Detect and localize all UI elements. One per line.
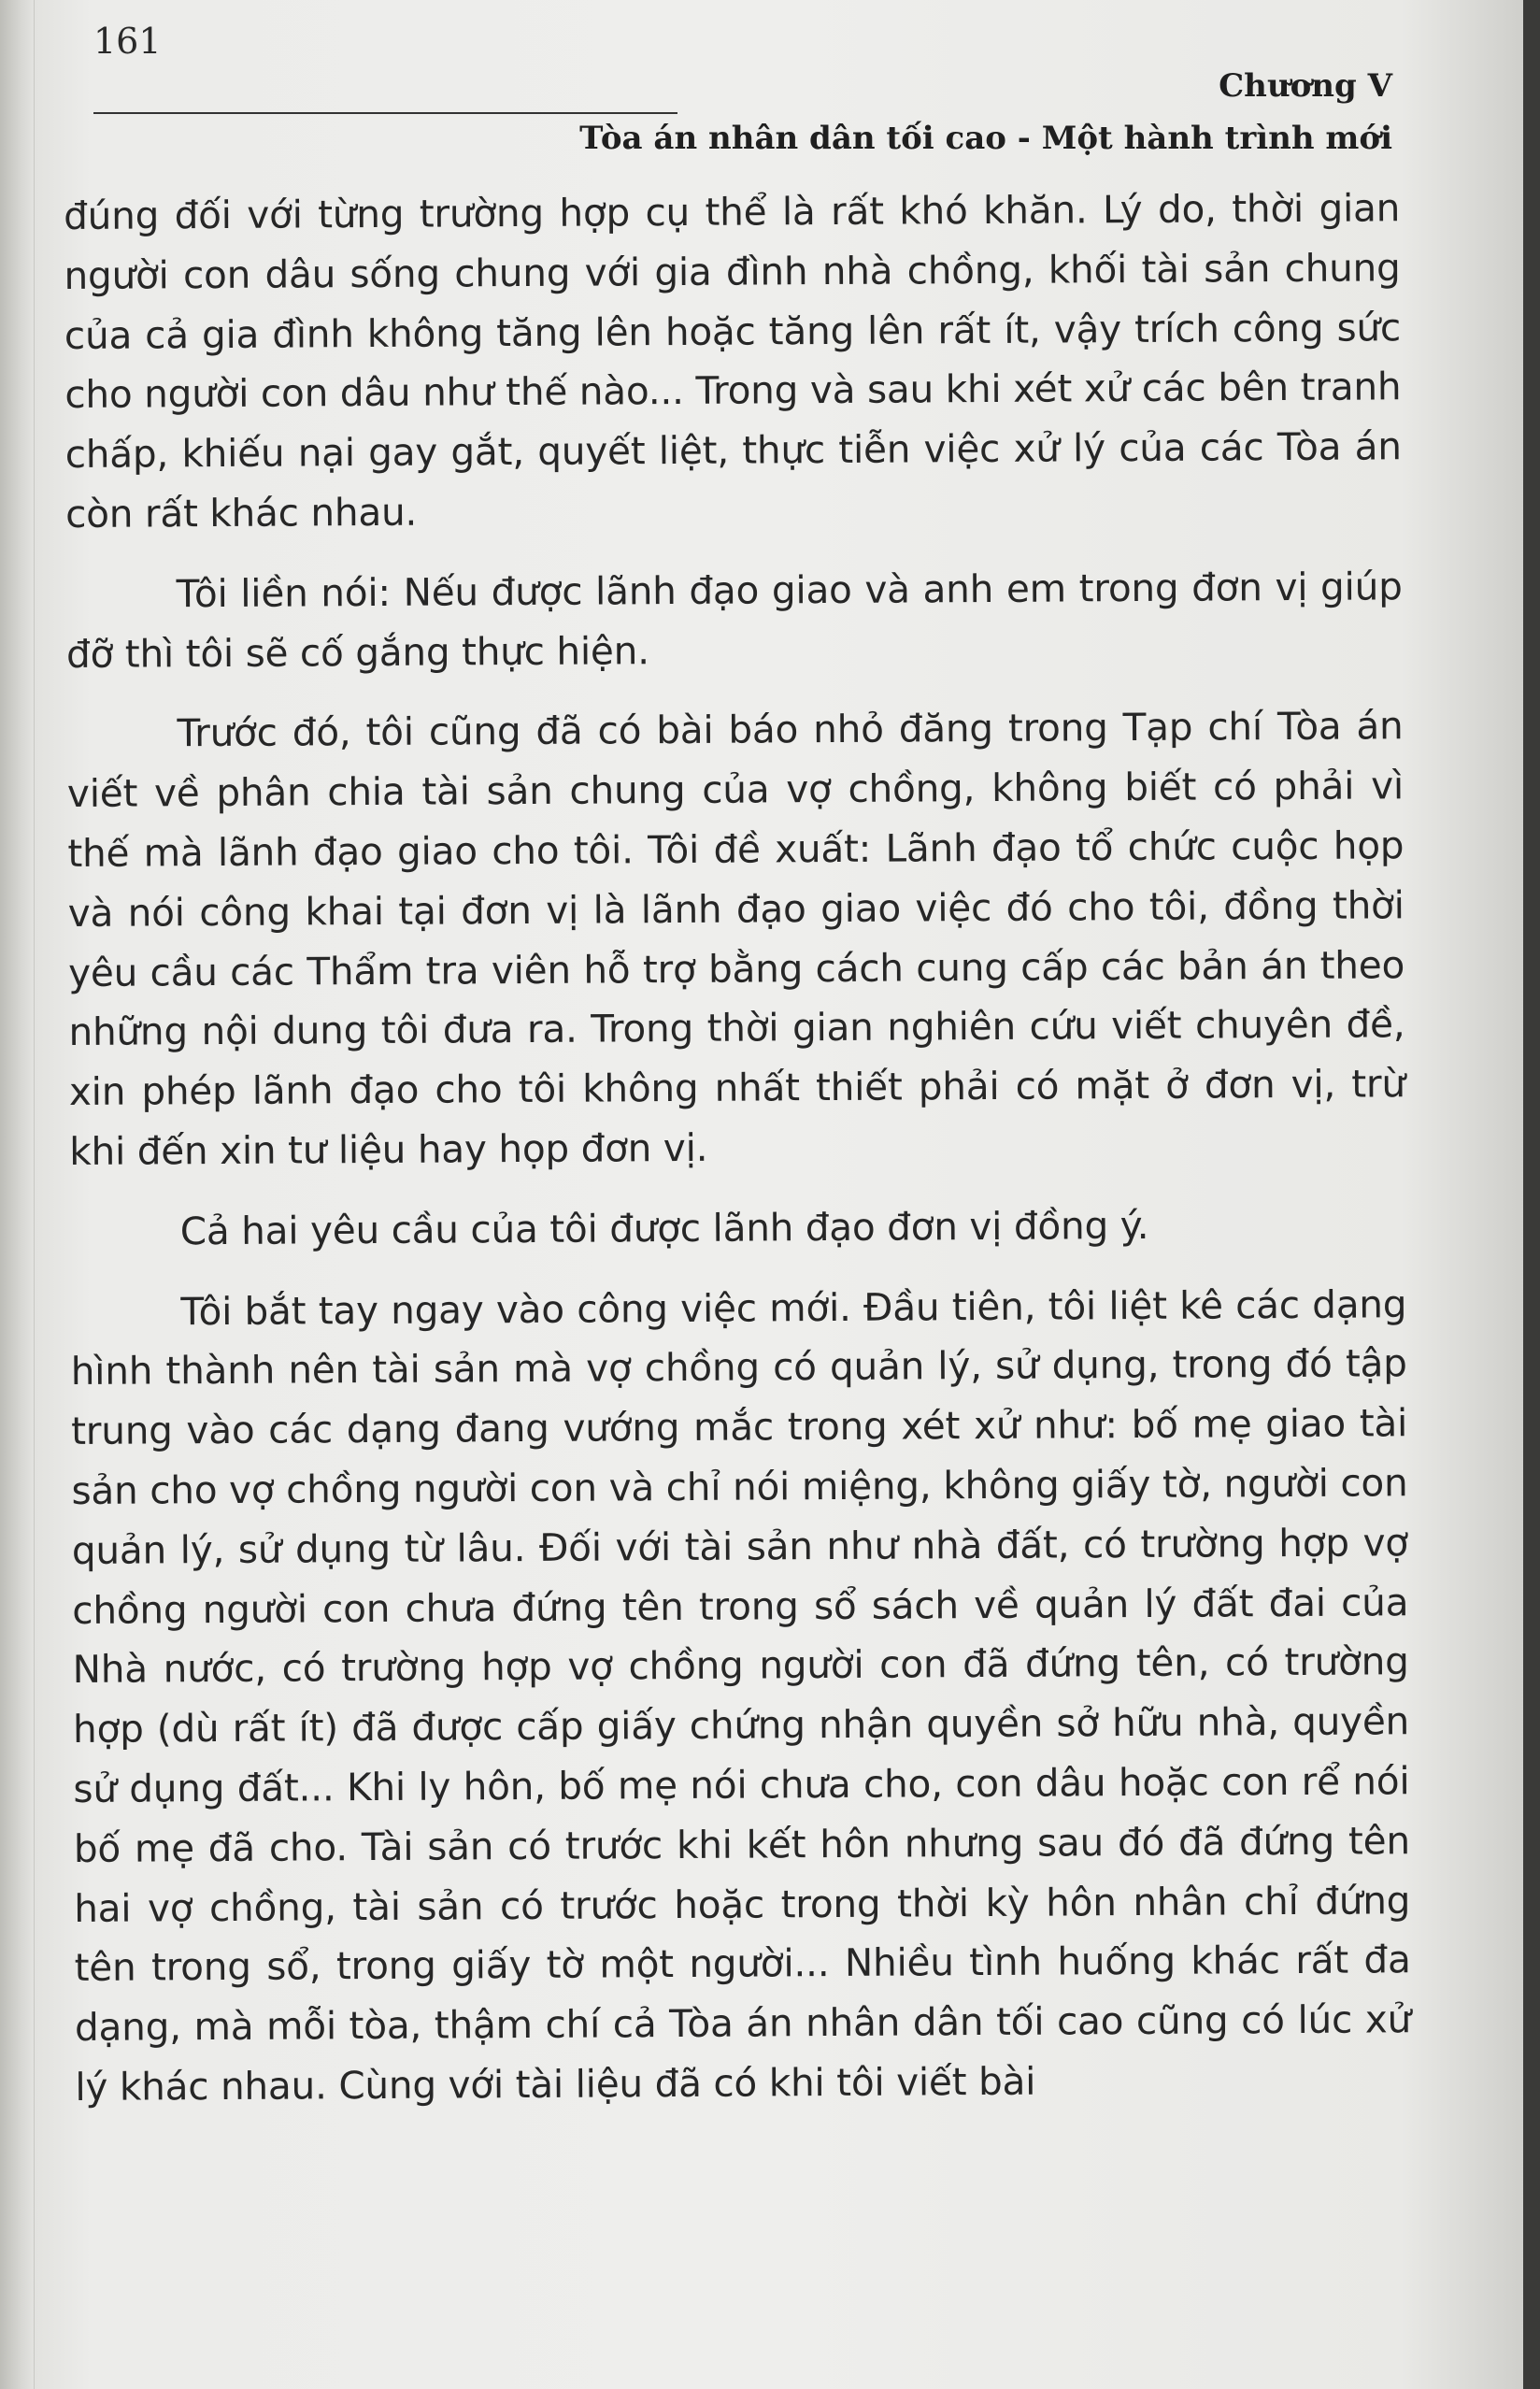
paragraph-4: Cả hai yêu cầu của tôi được lãnh đạo đơn vị đồng ý. xyxy=(179,1202,1149,1254)
paragraph-5: Tôi bắt tay ngay vào công việc mới. Đầu tiên, tôi liệt kê các dạng hình thành nên tài sản mà vợ chồng có quản lý, sử dụng, trong đó tập trung vào các dạng đang vướng mắc trong xét xử như: bố mẹ giao tài sản cho vợ chồng người con và chỉ nói miệng, không giấy tờ, người con quản lý, sử dụng từ lâu. Đối với tài sản như nhà đất, có trường hợp vợ chồng người con chưa đứng tên trong sổ sách về quản lý đất đai của Nhà nước, có trường hợp vợ chồng người con đã đứng tên, có trường hợp (dù rất ít) đã được cấp giấy chứng nhận quyền sở hữu nhà, quyền sử dụng đất... Khi ly hôn, bố mẹ nói chưa cho, con dâu hoặc con rể nói bố mẹ đã cho. Tài sản có trước khi kết hôn nhưng sau đó đã đứng tên hai vợ chồng, tài sản có trước hoặc trong thời kỳ hôn nhân chỉ đứng tên trong sổ, trong giấy tờ một người... Nhiều tình huống khác rất đa dạng, mà mỗi tòa, thậm chí cả Tòa án nhân dân tối cao cũng có lúc xử lý khác nhau. Cùng với tài liệu đã có khi tôi viết bài xyxy=(70,1280,1412,2110)
page-number: 161 xyxy=(93,21,162,62)
header-rule xyxy=(93,112,677,114)
chapter-label: Chương V xyxy=(1219,67,1392,105)
paragraph-3: Trước đó, tôi cũng đã có bài báo nhỏ đăng trong Tạp chí Tòa án viết về phân chia tài sản chung của vợ chồng, không biết có phải vì thế mà lãnh đạo giao cho tôi. Tôi đề xuất: Lãnh đạo tổ chức cuộc họp và nói công khai tại đơn vị là lãnh đạo giao việc đó cho tôi, đồng thời yêu cầu các Thẩm tra viên hỗ trợ bằng cách cung cấp các bản án theo những nội dung tôi đưa ra. Trong thời gian nghiên cứu viết chuyên đề, xin phép lãnh đạo cho tôi không nhất thiết phải có mặt ở đơn vị, trừ khi đến xin tư liệu hay họp đơn vị. xyxy=(66,703,1406,1174)
adjacent-page-edge xyxy=(0,0,35,2389)
paragraph-1: đúng đối với từng trường hợp cụ thể là rất khó khăn. Lý do, thời gian người con dâu sống chung với gia đình nhà chồng, khối tài sản chung của cả gia đình không tăng lên hoặc tăng lên rất ít, vậy trích công sức cho người con dâu như thế nào... Trong và sau khi xét xử các bên tranh chấp, khiếu nại gay gắt, quyết liệt, thực tiễn việc xử lý của các Tòa án còn rất khác nhau. xyxy=(64,185,1402,536)
chapter-title: Tòa án nhân dân tối cao - Một hành trình mới xyxy=(579,120,1392,157)
paragraph-2: Tôi liền nói: Nếu được lãnh đạo giao và anh em trong đơn vị giúp đỡ thì tôi sẽ cố gắng thực hiện. xyxy=(65,564,1403,677)
body-text xyxy=(64,179,1412,2117)
